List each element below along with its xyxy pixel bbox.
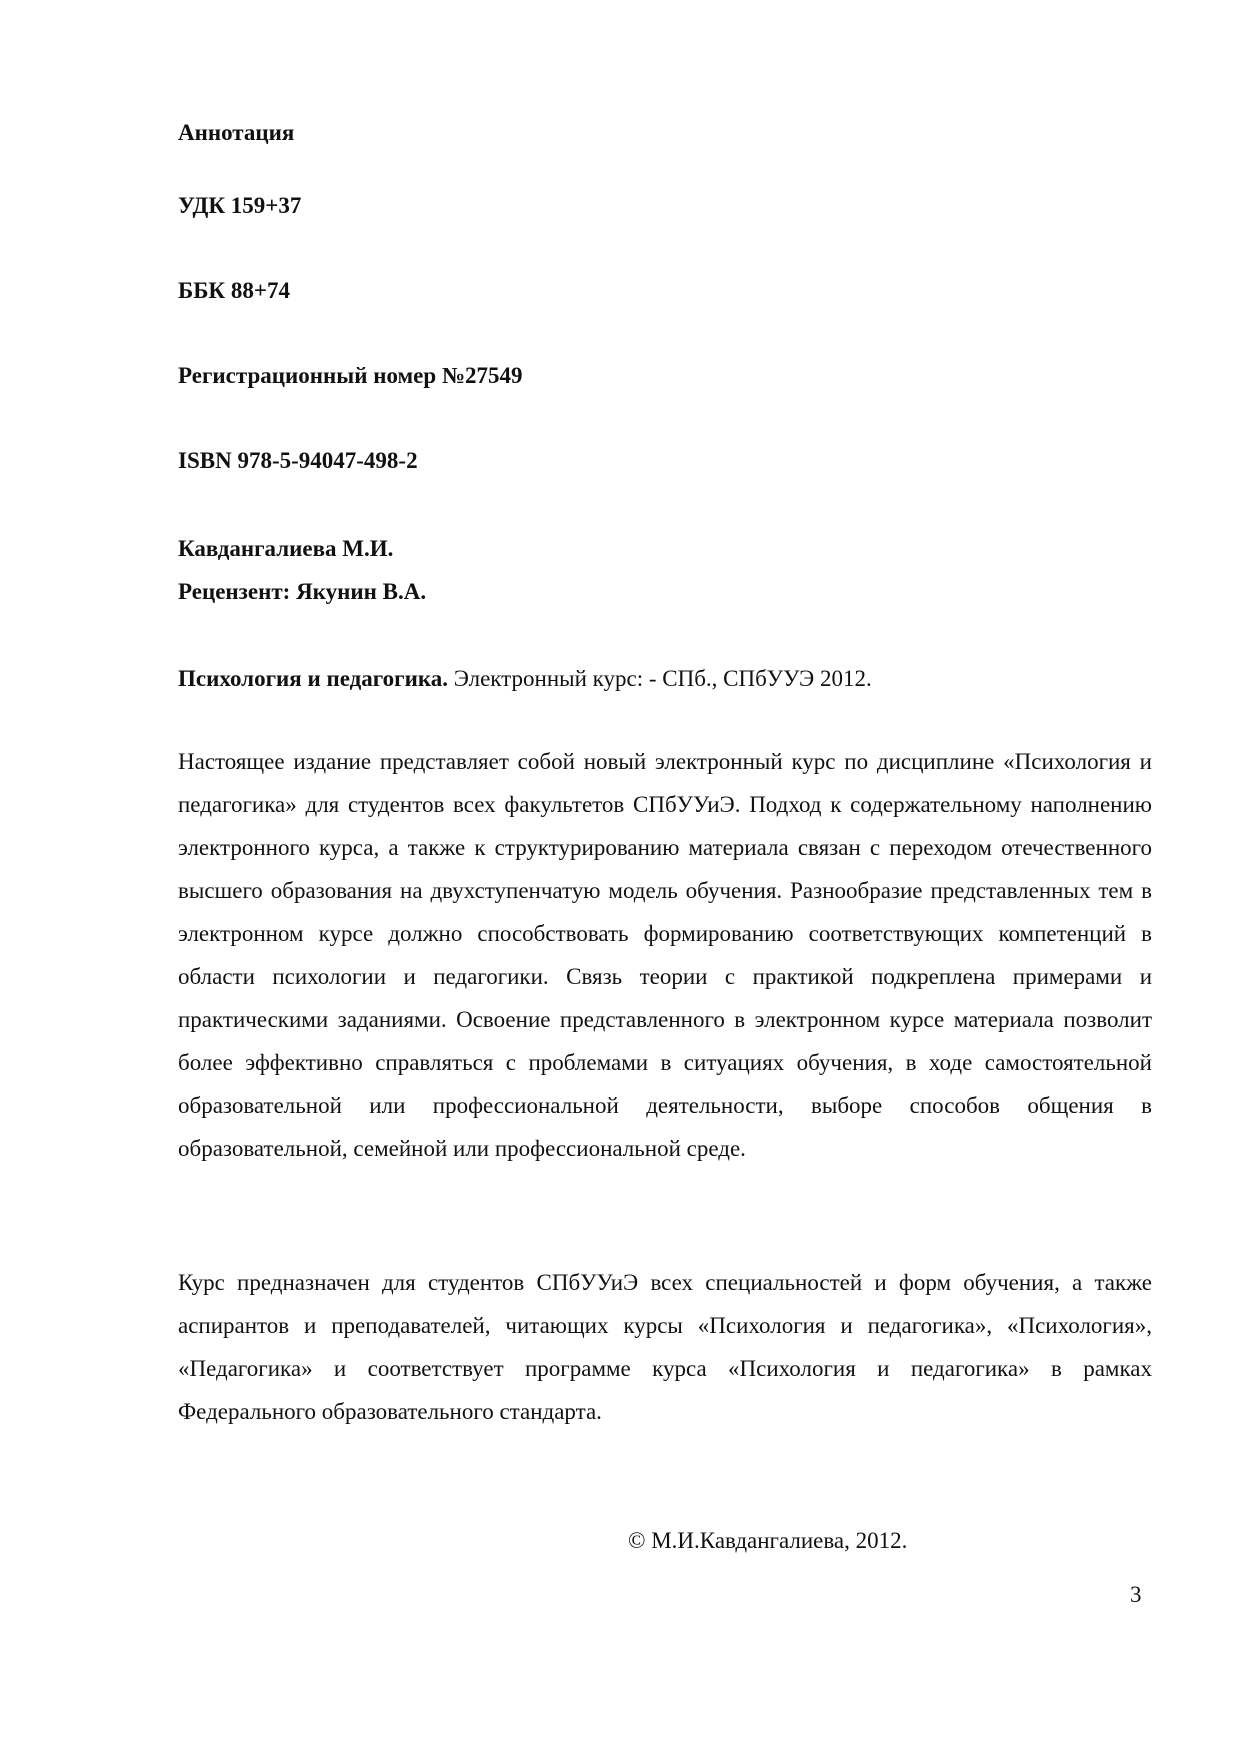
page-number: 3 <box>1130 1582 1142 1607</box>
description-paragraph: Настоящее издание представляет собой новый электронный курс по дисциплине «Психология и педагогика» для студентов всех факультетов СПбУУиЭ. Подход к содержательному наполнению электронного курса, а также к структурированию материала связан с переходом отечественного высшего образования на двухступенчатую модель обучения. Разнообразие представленных тем в электронном курсе должно способствовать формированию соответствующих компетенций в области психологии и педагогики. Связь теории с практикой подкреплена примерами и практическими заданиями. Освоение представленного в электронном курсе материала позволит более эффективно справляться с проблемами в ситуациях обучения, в ходе самостоятельной образовательной или профессиональной деятельности, выборе способов общения в образовательной, семейной или профессиональной среде. <box>178 749 1152 1161</box>
audience-paragraph: Курс предназначен для студентов СПбУУиЭ всех специальностей и форм обучения, а также аспирантов и преподавателей, читающих курсы «Психология и педагогика», «Психология», «Педагогика» и соответствует программе курса «Психология и педагогика» в рамках Федерального образовательного стандарта. <box>178 1270 1152 1424</box>
publication-title-line <box>178 665 872 693</box>
isbn-number: ISBN 978-5-94047-498-2 <box>178 448 418 473</box>
publication-title: Психология и педагогика. <box>178 666 448 691</box>
author-name: Кавдангалиева М.И. <box>178 536 394 561</box>
publication-details: Электронный курс: - СПб., СПбУУЭ 2012. <box>447 666 872 691</box>
reviewer-name: Рецензент: Якунин В.А. <box>178 579 427 604</box>
copyright-notice: © М.И.Кавдангалиева, 2012. <box>628 1528 908 1553</box>
annotation-heading: Аннотация <box>178 120 295 145</box>
bbk-code: ББК 88+74 <box>178 278 290 303</box>
udk-code: УДК 159+37 <box>178 193 302 218</box>
registration-number: Регистрационный номер №27549 <box>178 363 523 388</box>
